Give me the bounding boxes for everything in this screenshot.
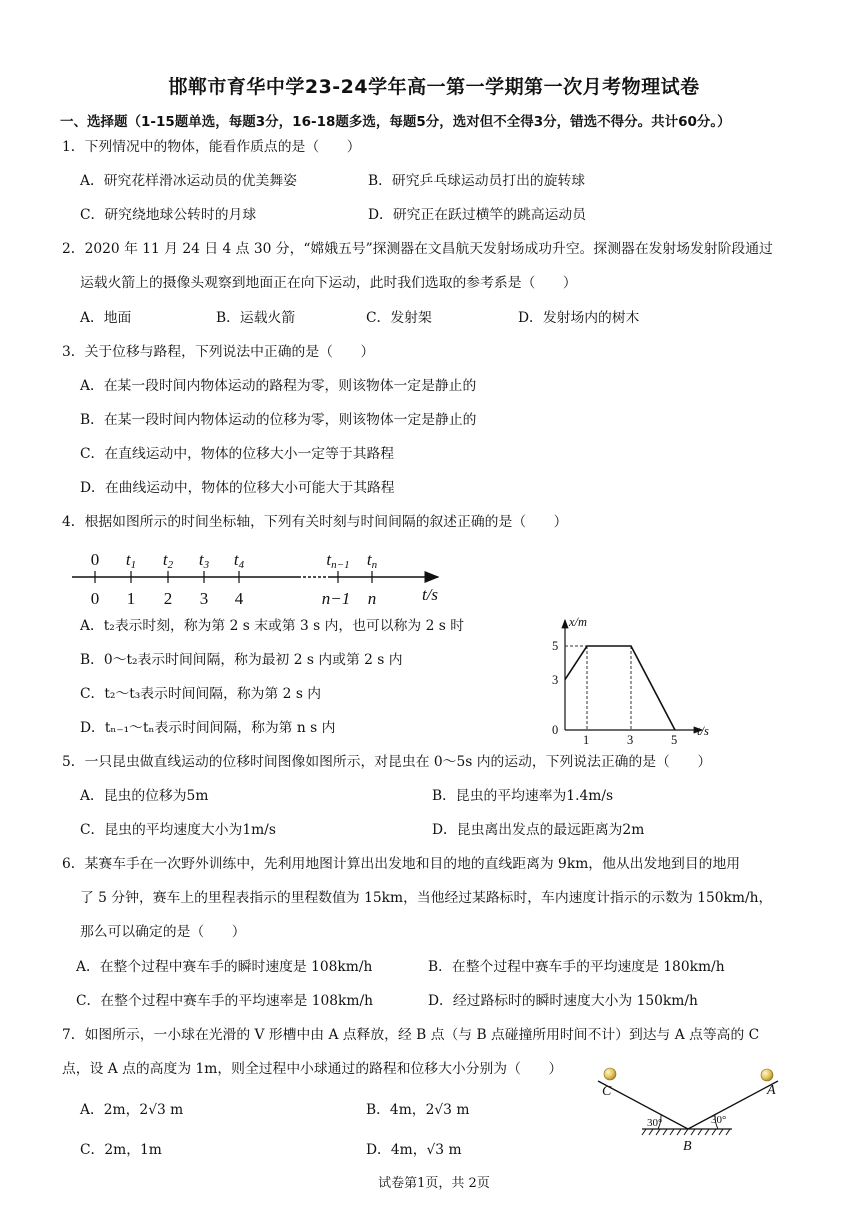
q5-option-a: A．昆虫的位移为5m: [80, 788, 209, 804]
left-slope: [598, 1081, 688, 1129]
q7-option-b: B．4m，2√3 m: [366, 1102, 470, 1118]
q5-option-d: D．昆虫离出发点的最远距离为2m: [432, 822, 645, 838]
question-6-stem-line3: 那么可以确定的是（ ）: [80, 924, 246, 940]
top-label-t4: t4: [233, 550, 245, 571]
xt-xtick-1: 1: [583, 733, 590, 744]
xt-graph: [540, 612, 725, 744]
page-footer: 试卷第1页，共 2页: [378, 1176, 490, 1191]
q1-option-b: B．研究乒乓球运动员打出的旋转球: [368, 173, 586, 189]
xt-xtick-3: 3: [627, 733, 634, 744]
question-7-stem-line2: 点，设 A 点的高度为 1m，则全过程中小球通过的路程和位移大小分别为（ ）: [62, 1061, 563, 1077]
bottom-label-2: 2: [163, 589, 173, 608]
top-label-t2: t2: [162, 550, 174, 571]
q4-option-a: A．t₂表示时刻，称为第 2 s 末或第 3 s 内，也可以称为 2 s 时: [80, 618, 465, 634]
q4-option-c: C．t₂～t₃表示时间间隔，称为第 2 s 内: [80, 686, 322, 702]
q6-option-a: A．在整个过程中赛车手的瞬时速度是 108km/h: [76, 959, 373, 975]
bottom-label-3: 3: [199, 589, 209, 608]
section-heading: 一、选择题（1-15题单选，每题3分，16-18题多选，每题5分，选对但不全得3分，错选不得分。共计60分。）: [60, 114, 731, 130]
axis-label-ts: t/s: [421, 585, 439, 604]
v-groove-figure: [592, 1062, 792, 1157]
top-label-t1: t1: [125, 550, 137, 571]
question-2-stem-line1: 2．2020 年 11 月 24 日 4 点 30 分，“嫦娥五号”探测器在文昌航天发射场成功升空。探测器在发射场发射阶段通过: [62, 241, 773, 257]
question-6-stem-line1: 6．某赛车手在一次野外训练中，先利用地图计算出出发地和目的地的直线距离为 9km，他从出发地到目的地用: [62, 856, 741, 872]
q4-option-d: D．tₙ₋₁～tₙ表示时间间隔，称为第 n s 内: [80, 720, 336, 736]
xt-x-label: t/s: [697, 724, 709, 738]
question-3-stem: 3．关于位移与路程，下列说法中正确的是（ ）: [62, 344, 375, 360]
label-b: B: [683, 1139, 692, 1154]
xt-xtick-5: 5: [671, 733, 678, 744]
exam-title: 邯郸市育华中学23-24学年高一第一学期第一次月考物理试卷: [168, 76, 700, 98]
xt-ytick-3: 3: [552, 673, 559, 687]
q7-option-c: C．2m，1m: [80, 1142, 162, 1158]
top-label-0: 0: [90, 550, 100, 569]
bottom-label-4: 4: [234, 589, 244, 608]
q6-option-d: D．经过路标时的瞬时速度大小为 150km/h: [428, 993, 698, 1009]
label-a: A: [767, 1083, 776, 1098]
q3-option-c: C．在直线运动中，物体的位移大小一定等于其路程: [80, 446, 395, 462]
q7-option-a: A．2m，2√3 m: [80, 1102, 184, 1118]
question-7-stem-line1: 7．如图所示，一小球在光滑的 V 形槽中由 A 点释放，经 B 点（与 B 点碰撞所用时间不计）到达与 A 点等高的 C: [62, 1027, 760, 1043]
timeline-figure: [66, 540, 456, 612]
q2-option-c: C．发射架: [366, 310, 432, 326]
label-c: C: [602, 1084, 612, 1099]
xt-line: [565, 646, 675, 730]
right-slope: [688, 1081, 778, 1129]
xt-y-label: x/m: [569, 615, 588, 629]
top-label-t3: t3: [198, 550, 210, 571]
q5-option-b: B．昆虫的平均速率为1.4m/s: [432, 788, 614, 804]
angle-left: 30°: [647, 1117, 663, 1129]
bottom-label-1: 1: [126, 589, 136, 608]
question-5-stem: 5．一只昆虫做直线运动的位移时间图像如图所示，对昆虫在 0～5s 内的运动，下列说法正确的是（ ）: [62, 754, 712, 770]
q7-option-d: D．4m，√3 m: [366, 1142, 462, 1158]
xt-ytick-5: 5: [552, 639, 559, 653]
xt-xtick-0: 0: [552, 723, 559, 737]
q1-option-d: D．研究正在跃过横竿的跳高运动员: [368, 207, 587, 223]
q3-option-a: A．在某一段时间内物体运动的路程为零，则该物体一定是静止的: [80, 378, 477, 394]
ball-a-icon: [761, 1069, 773, 1081]
q1-option-a: A．研究花样滑冰运动员的优美舞姿: [80, 173, 297, 189]
question-2-stem-line2: 运载火箭上的摄像头观察到地面正在向下运动，此时我们选取的参考系是（ ）: [80, 275, 577, 291]
q2-option-b: B．运载火箭: [216, 310, 296, 326]
ball-c-icon: [604, 1068, 616, 1080]
top-label-tn-1: tn−1: [326, 550, 350, 571]
q3-option-d: D．在曲线运动中，物体的位移大小可能大于其路程: [80, 480, 395, 496]
q1-option-c: C．研究绕地球公转时的月球: [80, 207, 257, 223]
question-4-stem: 4．根据如图所示的时间坐标轴，下列有关时刻与时间间隔的叙述正确的是（ ）: [62, 514, 568, 530]
question-1-stem: 1．下列情况中的物体，能看作质点的是（ ）: [62, 139, 361, 155]
question-6-stem-line2: 了 5 分钟，赛车上的里程表指示的里程数值为 15km，当他经过某路标时，车内速度计指示的示数为 150km/h，: [80, 890, 773, 906]
q2-option-a: A．地面: [80, 310, 132, 326]
q5-option-c: C．昆虫的平均速度大小为1m/s: [80, 822, 276, 838]
q3-option-b: B．在某一段时间内物体运动的位移为零，则该物体一定是静止的: [80, 412, 477, 428]
bottom-label-0: 0: [90, 589, 100, 608]
bottom-label-n: n: [367, 589, 377, 608]
q4-option-b: B．0～t₂表示时间间隔，称为最初 2 s 内或第 2 s 内: [80, 652, 403, 668]
q6-option-b: B．在整个过程中赛车手的平均速度是 180km/h: [428, 959, 725, 975]
angle-right: 30°: [711, 1114, 727, 1126]
q6-option-c: C．在整个过程中赛车手的平均速率是 108km/h: [76, 993, 374, 1009]
bottom-label-n-1: n−1: [321, 589, 351, 608]
q2-option-d: D．发射场内的树木: [518, 310, 640, 326]
top-label-tn: tn: [366, 550, 378, 571]
